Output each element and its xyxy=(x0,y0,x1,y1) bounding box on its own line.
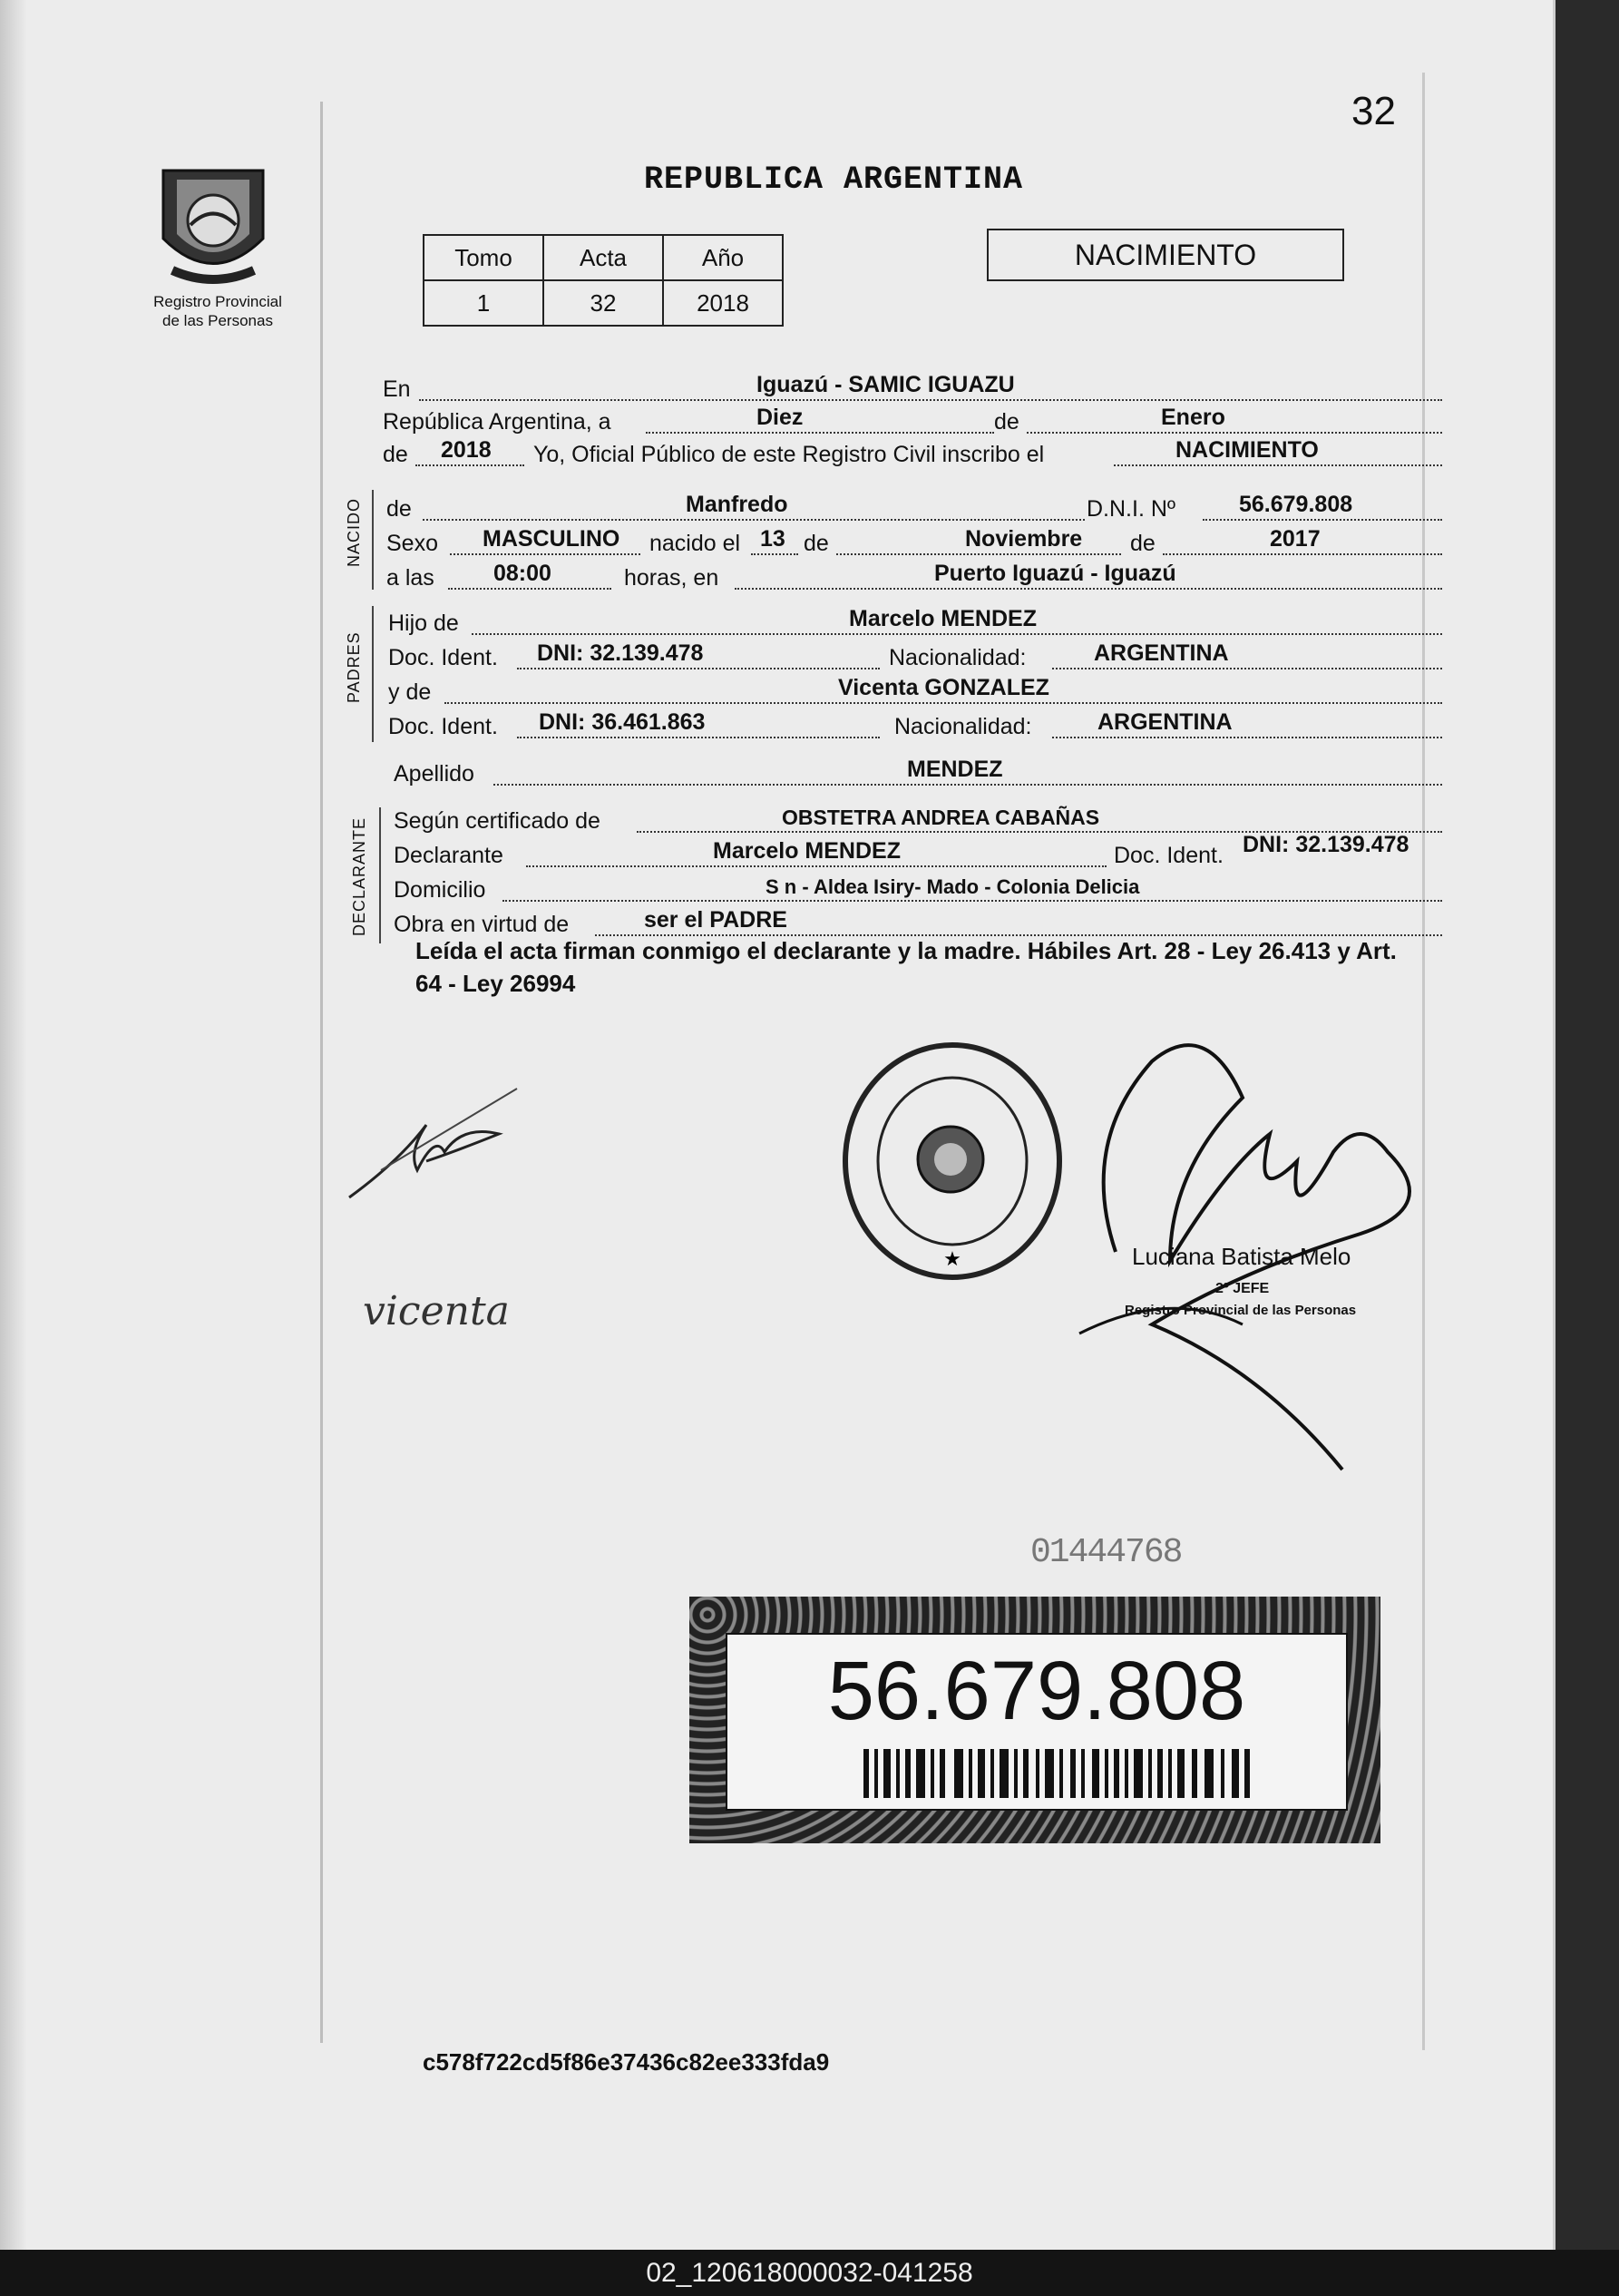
label-dni: D.N.I. Nº xyxy=(1087,496,1176,522)
header-tomo: Tomo xyxy=(424,235,543,280)
misiones-crest-icon xyxy=(145,152,281,288)
official-stamp-icon xyxy=(834,1034,1070,1288)
legal-note: Leída el acta firman conmigo el declarante y la madre. Hábiles Art. 28 - Ley 26.413 y Art. 64 - Ley 26994 xyxy=(415,937,1397,997)
svg-text:★: ★ xyxy=(943,1247,961,1270)
value-birth-month: Noviembre xyxy=(965,526,1083,552)
value-sexo: MASCULINO xyxy=(483,526,620,552)
value-obra: ser el PADRE xyxy=(644,907,787,933)
label-de-4: de xyxy=(804,531,829,556)
value-declarante-doc: DNI: 32.139.478 xyxy=(1243,832,1409,857)
section-nacido: NACIDO xyxy=(345,497,363,567)
registry-caption xyxy=(127,292,308,330)
row-domicilio xyxy=(381,871,1415,907)
registrar-name: Luciana Batista Melo xyxy=(1132,1243,1351,1270)
label-de-1: de xyxy=(994,409,1019,435)
serial-number: 01444768 xyxy=(1030,1533,1182,1572)
label-domicilio: Domicilio xyxy=(394,877,486,903)
value-mother-nat: ARGENTINA xyxy=(1097,709,1233,735)
section-bar-nacido xyxy=(372,490,374,590)
label-oficial: Yo, Oficial Público de este Registro Civil inscribo el xyxy=(533,442,1045,467)
value-birth-year: 2017 xyxy=(1270,526,1321,552)
label-hijo: Hijo de xyxy=(388,611,459,636)
dotted-line xyxy=(1027,430,1442,434)
label-de-5: de xyxy=(1130,531,1156,556)
label-segun: Según certificado de xyxy=(394,808,600,834)
value-apellido: MENDEZ xyxy=(907,757,1003,782)
value-mother-doc: DNI: 36.461.863 xyxy=(539,709,706,735)
registrar-org: Registro Provincial de las Personas xyxy=(1125,1303,1357,1318)
row-name xyxy=(381,490,1415,526)
value-father: Marcelo MENDEZ xyxy=(849,606,1037,631)
row-ydee xyxy=(381,673,1415,709)
value-anio: 2018 xyxy=(663,280,783,326)
value-father-doc: DNI: 32.139.478 xyxy=(537,640,704,666)
value-acta: 32 xyxy=(543,280,663,326)
id-number: 56.679.808 xyxy=(827,1645,1246,1737)
id-number-panel xyxy=(726,1633,1348,1811)
document-title: REPUBLICA ARGENTINA xyxy=(644,161,1024,198)
section-bar-padres xyxy=(372,606,374,742)
value-year: 2018 xyxy=(441,437,492,463)
label-apellido: Apellido xyxy=(394,761,474,787)
header-anio: Año xyxy=(663,235,783,280)
label-nacionalidad-1: Nacionalidad: xyxy=(889,645,1027,670)
value-place: Puerto Iguazú - Iguazú xyxy=(934,561,1176,586)
row-sexo xyxy=(381,524,1415,561)
value-domicilio: S n - Aldea Isiry- Mado - Colonia Delicia xyxy=(766,875,1140,898)
tomo-acta-anio-table xyxy=(423,234,784,327)
value-tomo: 1 xyxy=(424,280,543,326)
label-sexo: Sexo xyxy=(386,531,438,556)
label-republica: República Argentina, a xyxy=(383,409,611,435)
label-nacionalidad-2: Nacionalidad: xyxy=(894,714,1032,739)
document-hash: c578f722cd5f86e37436c82ee333fda9 xyxy=(423,2048,830,2076)
record-type-box: NACIMIENTO xyxy=(987,229,1344,281)
row-apellido xyxy=(381,755,1415,791)
label-obra: Obra en virtud de xyxy=(394,912,570,937)
label-de-2: de xyxy=(383,442,408,467)
row-oficial xyxy=(381,435,1415,472)
left-margin-rule xyxy=(320,102,323,2043)
value-day: Diez xyxy=(756,405,804,430)
value-name: Manfredo xyxy=(686,492,788,517)
header-acta: Acta xyxy=(543,235,663,280)
label-horas: horas, en xyxy=(624,565,719,591)
label-a-las: a las xyxy=(386,565,434,591)
value-month: Enero xyxy=(1161,405,1225,430)
registry-line2: de las Personas xyxy=(162,312,273,329)
registry-line1: Registro Provincial xyxy=(153,293,282,310)
row-hora xyxy=(381,559,1415,595)
label-doc-3: Doc. Ident. xyxy=(1114,843,1224,868)
value-dni: 56.679.808 xyxy=(1239,492,1353,517)
label-en: En xyxy=(383,376,411,402)
value-declarante: Marcelo MENDEZ xyxy=(713,838,901,864)
section-declarante: DECLARANTE xyxy=(350,816,368,936)
declarant-signature-icon xyxy=(345,1070,526,1216)
row-en xyxy=(381,370,1415,406)
page-number: 32 xyxy=(1351,89,1396,133)
value-inscribo: NACIMIENTO xyxy=(1175,437,1319,463)
row-declarante xyxy=(381,832,1415,873)
footer-filename: 02_120618000032-041258 xyxy=(0,2250,1619,2296)
page-edge-shadow xyxy=(0,0,27,2250)
id-number-frame xyxy=(689,1597,1380,1843)
value-father-nat: ARGENTINA xyxy=(1094,640,1229,666)
row-hijo xyxy=(381,604,1415,640)
label-doc-1: Doc. Ident. xyxy=(388,645,498,670)
value-birth-day: 13 xyxy=(760,526,785,552)
dotted-line xyxy=(646,430,994,434)
row-mother-doc xyxy=(381,708,1415,744)
label-doc-2: Doc. Ident. xyxy=(388,714,498,739)
row-father-doc xyxy=(381,639,1415,675)
value-mother: Vicenta GONZALEZ xyxy=(838,675,1049,700)
barcode-icon xyxy=(863,1749,1253,1798)
value-segun: OBSTETRA ANDREA CABAÑAS xyxy=(782,806,1100,829)
label-declarante: Declarante xyxy=(394,843,503,868)
label-de-3: de xyxy=(386,496,412,522)
section-padres: PADRES xyxy=(345,631,363,703)
registrar-role: 2º JEFE xyxy=(1215,1281,1270,1296)
value-hour: 08:00 xyxy=(493,561,551,586)
mother-handwritten-name: vicenta xyxy=(363,1288,510,1334)
row-republica xyxy=(381,403,1415,439)
value-en: Iguazú - SAMIC IGUAZU xyxy=(756,372,1015,397)
label-nacido: nacido el xyxy=(649,531,741,556)
label-y-de: y de xyxy=(388,679,432,705)
